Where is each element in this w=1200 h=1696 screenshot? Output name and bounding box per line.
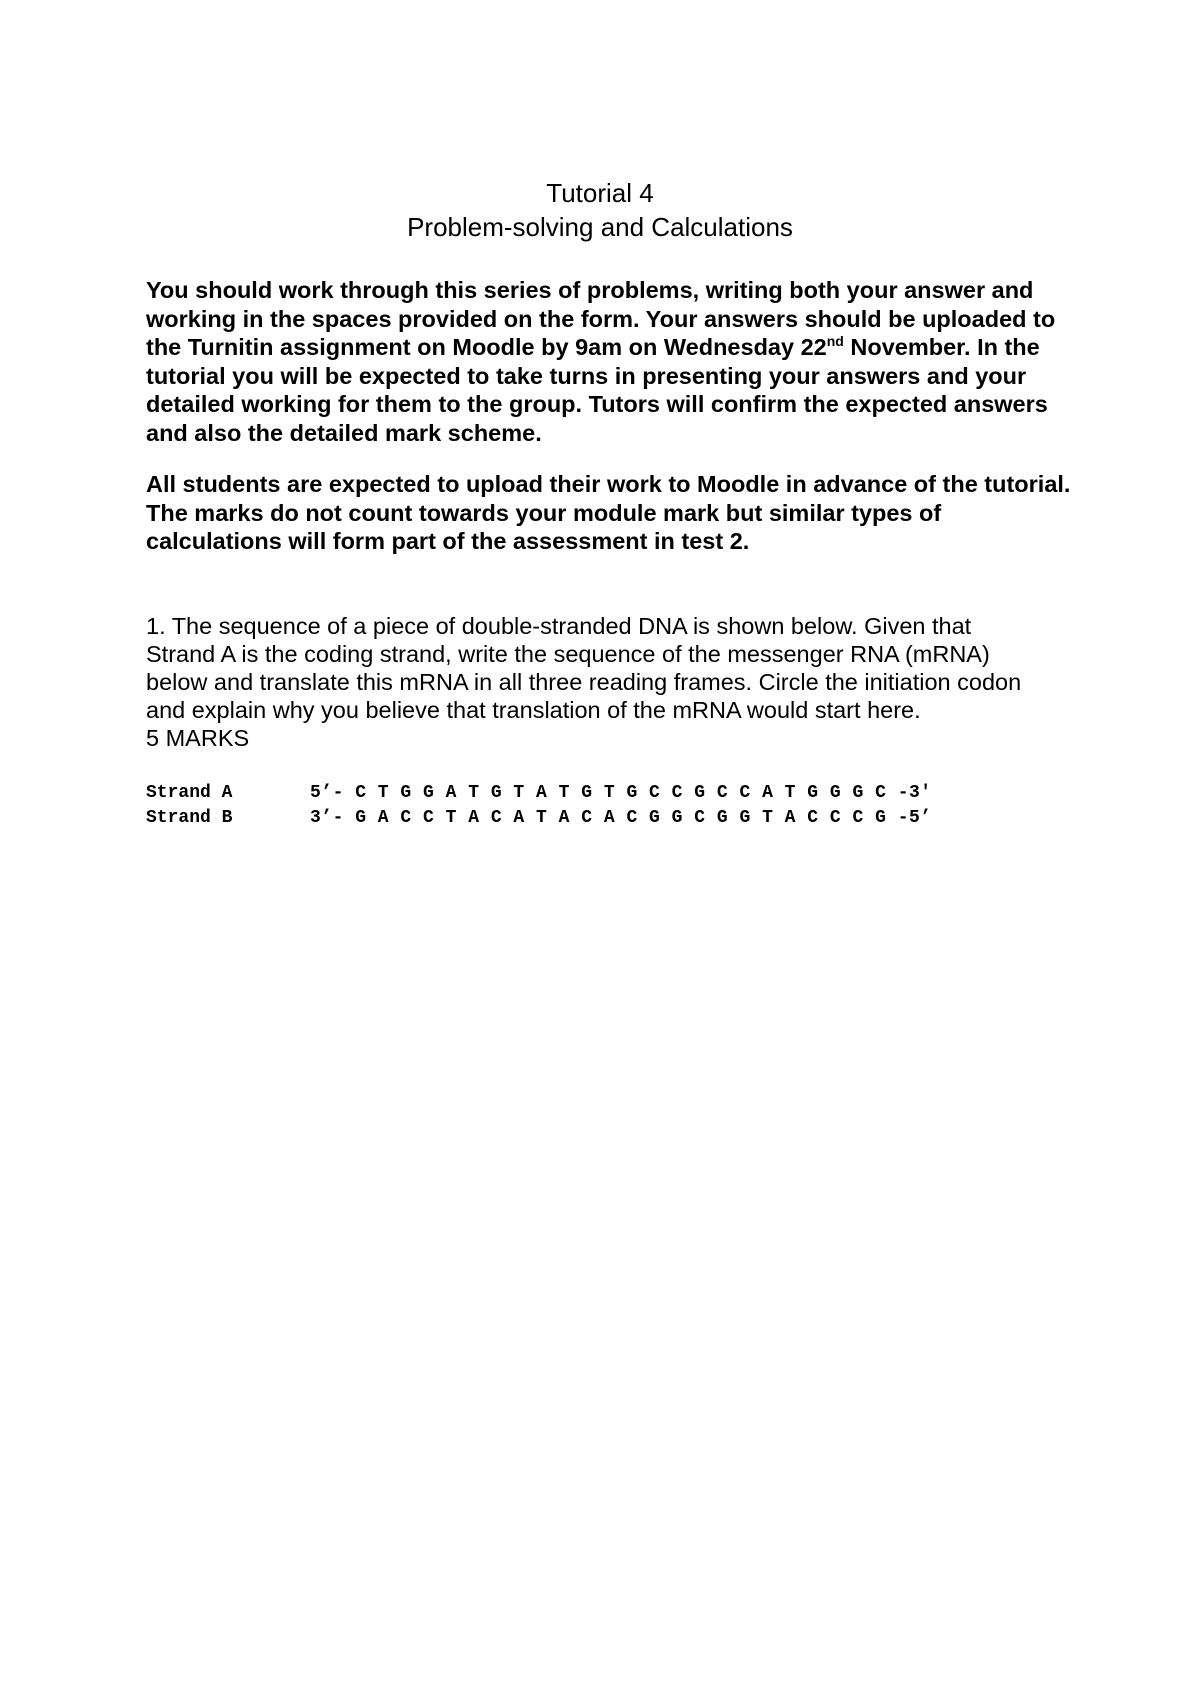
upload-notice-paragraph: All students are expected to upload their work to Moodle in advance of the tutorial. The marks do not count towards your module mark but similar types of calculations will form part of the assessment in test 2. xyxy=(146,471,1071,554)
ordinal-suffix: nd xyxy=(826,333,844,349)
strand-a-row xyxy=(146,781,932,806)
strand-a-sequence: 5’- C T G G A T G T A T G T G C C G C C A T G G G C -3' xyxy=(310,783,932,803)
instructions-text: You should work through this series of problems, writing both your answer and working in the spaces provided on the form. Your answers should be uploaded to the Turnitin assignment on Moodle by 9am on Wednesday 22 xyxy=(146,277,1056,360)
question-1-line: 1. The sequence of a piece of double-stranded DNA is shown below. Given that xyxy=(146,613,972,639)
tutorial-number-title: Tutorial 4 xyxy=(546,178,654,208)
document-title xyxy=(0,176,1200,244)
strand-a-label: Strand A xyxy=(146,783,233,803)
question-1 xyxy=(146,612,1076,752)
question-1-line: Strand A is the coding strand, write the sequence of the messenger RNA (mRNA) xyxy=(146,641,990,667)
instructions-paragraph xyxy=(146,276,1076,447)
dna-strands xyxy=(146,781,932,831)
tutorial-subtitle: Problem-solving and Calculations xyxy=(407,212,793,242)
question-1-marks: 5 MARKS xyxy=(146,725,250,751)
question-1-line: below and translate this mRNA in all three reading frames. Circle the initiation codon xyxy=(146,669,1022,695)
strand-b-sequence: 3’- G A C C T A C A T A C A C G G C G G T A C C C G -5’ xyxy=(310,808,932,828)
strand-b-label: Strand B xyxy=(146,808,233,828)
question-1-line: and explain why you believe that translation of the mRNA would start here. xyxy=(146,697,921,723)
strand-b-row xyxy=(146,806,932,831)
instructions-text-continued: November. In the tutorial you will be expected to take turns in presenting your answers and your detailed working for them to the group. Tutors will confirm the expected answers and also the detailed mark scheme. xyxy=(146,334,1048,446)
